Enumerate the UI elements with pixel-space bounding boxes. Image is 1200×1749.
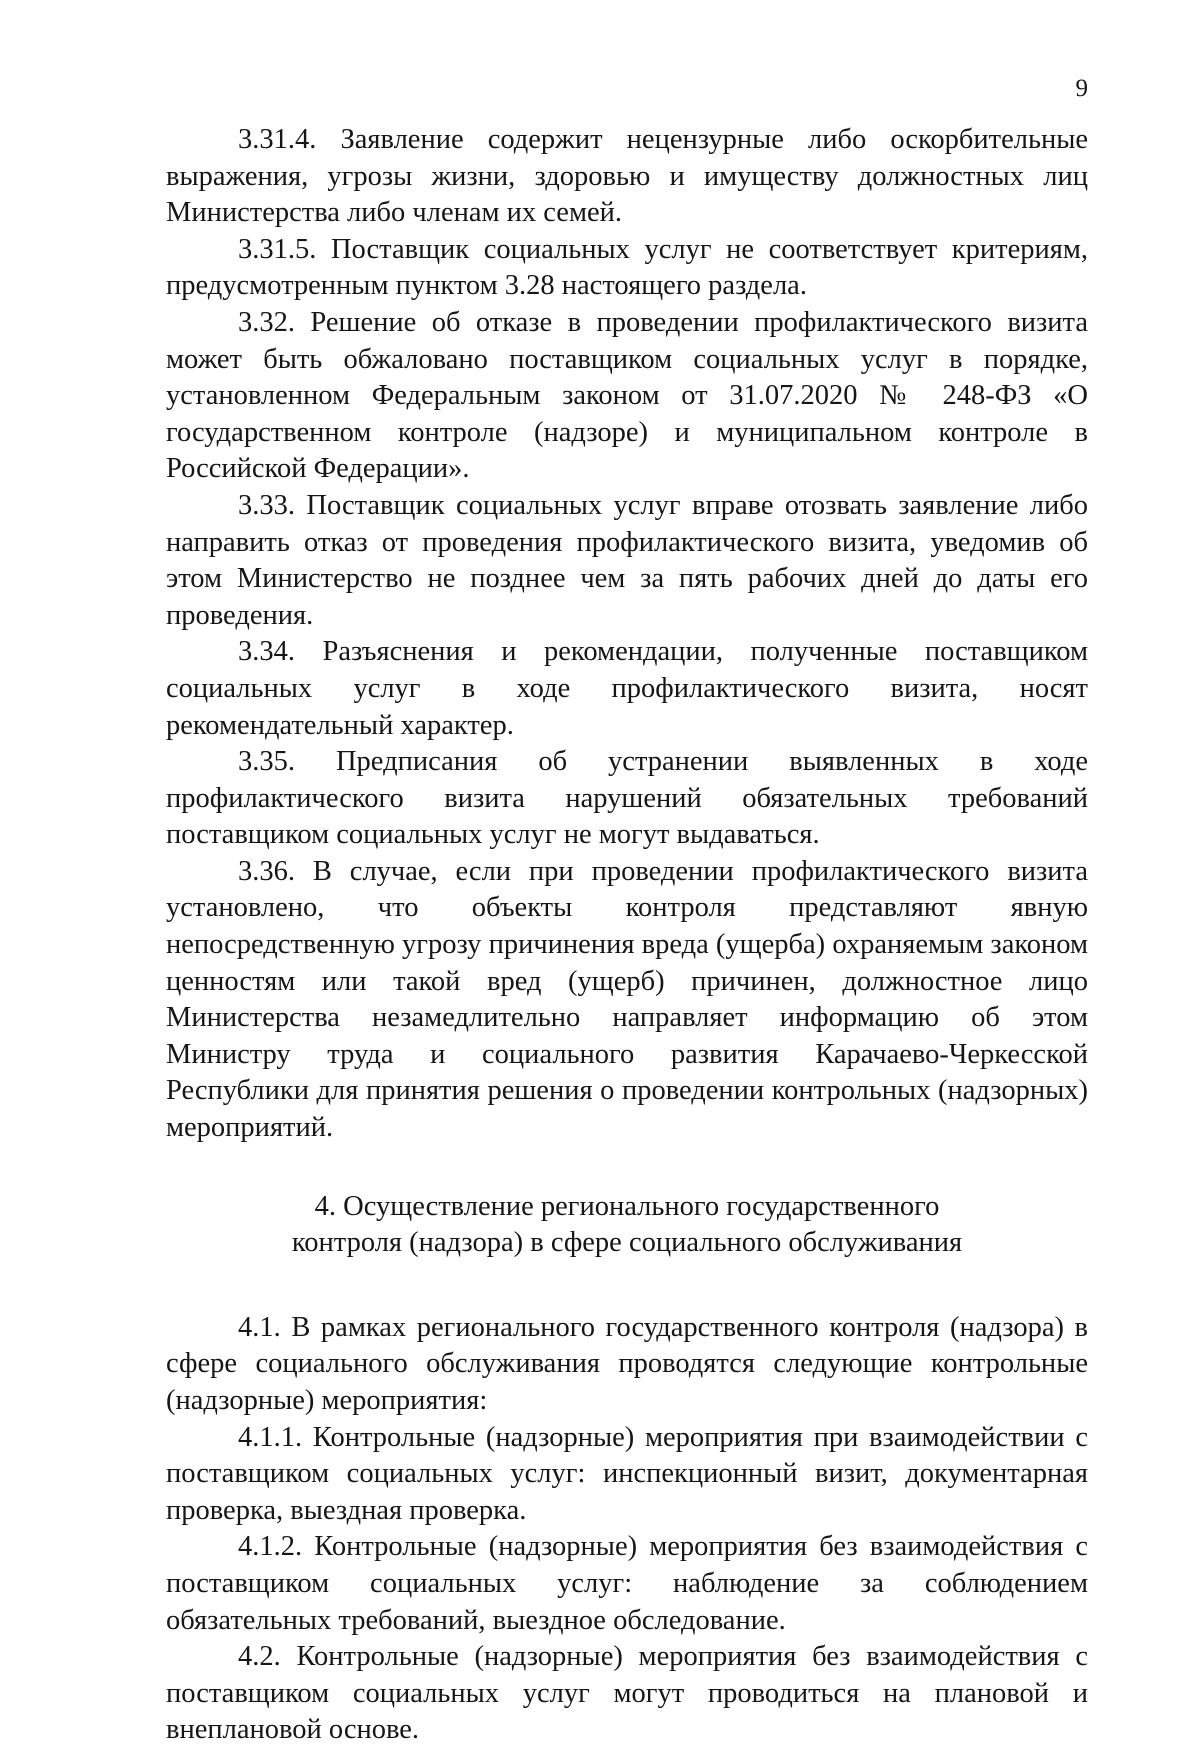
- document-body: [166, 122, 1088, 1749]
- paragraph-3-33: 3.33. Поставщик социальных услуг вправе отозвать заявление либо направить отказ от проведения профилактического визита, уведомив об этом Министерство не позднее чем за пять рабочих дней до даты его проведения.: [166, 489, 1088, 631]
- section-4-heading-line1: 4. Осуществление регионального государственного: [314, 1190, 940, 1222]
- paragraph-3-36: 3.36. В случае, если при проведении профилактического визита установлено, что объекты контроля представляют явную непосредственную угрозу причинения вреда (ущерба) охраняемым законом ценностям или такой вред (ущерб) причинен, должностное лицо Министерства незамедлительно направляет информацию об этом Министру труда и социального развития Карачаево-Черкесской Республики для принятия решения о проведении контрольных (надзорных) мероприятий.: [166, 855, 1088, 1144]
- page-number: 9: [1075, 75, 1088, 102]
- paragraph-3-32: 3.32. Решение об отказе в проведении профилактического визита может быть обжаловано поставщиком социальных услуг в порядке, установленном Федеральным законом от 31.07.2020 № 248-ФЗ «О государственном контроле (надзоре) и муниципальном контроле в Российской Федерации».: [166, 306, 1088, 485]
- paragraph-3-31-4: 3.31.4. Заявление содержит нецензурные либо оскорбительные выражения, угрозы жизни, здоровью и имуществу должностных лиц Министерства либо членам их семей.: [166, 124, 1088, 229]
- paragraph-4-1: 4.1. В рамках регионального государственного контроля (надзора) в сфере социального обслуживания проводятся следующие контрольные (надзорные) мероприятия:: [166, 1311, 1088, 1416]
- section-4-heading-line2: контроля (надзора) в сфере социального обслуживания: [291, 1227, 963, 1259]
- paragraph-4-1-1: 4.1.1. Контрольные (надзорные) мероприятия при взаимодействии с поставщиком социальных услуг: инспекционный визит, документарная проверка, выездная проверка.: [166, 1421, 1088, 1526]
- paragraph-4-1-2: 4.1.2. Контрольные (надзорные) мероприятия без взаимодействия с поставщиком социальных услуг: наблюдение за соблюдением обязательных требований, выездное обследование.: [166, 1531, 1088, 1636]
- paragraph-4-2: 4.2. Контрольные (надзорные) мероприятия без взаимодействия с поставщиком социальных услуг могут проводиться на плановой и внеплановой основе.: [166, 1641, 1088, 1746]
- paragraph-3-35: 3.35. Предписания об устранении выявленных в ходе профилактического визита нарушений обязательных требований поставщиком социальных услуг не могут выдаваться.: [166, 746, 1088, 851]
- section-4-heading: [166, 1189, 1088, 1262]
- paragraph-3-34: 3.34. Разъяснения и рекомендации, полученные поставщиком социальных услуг в ходе профилактического визита, носят рекомендательный характер.: [166, 636, 1088, 741]
- paragraph-3-31-5: 3.31.5. Поставщик социальных услуг не соответствует критериям, предусмотренным пунктом 3.28 настоящего раздела.: [166, 233, 1088, 302]
